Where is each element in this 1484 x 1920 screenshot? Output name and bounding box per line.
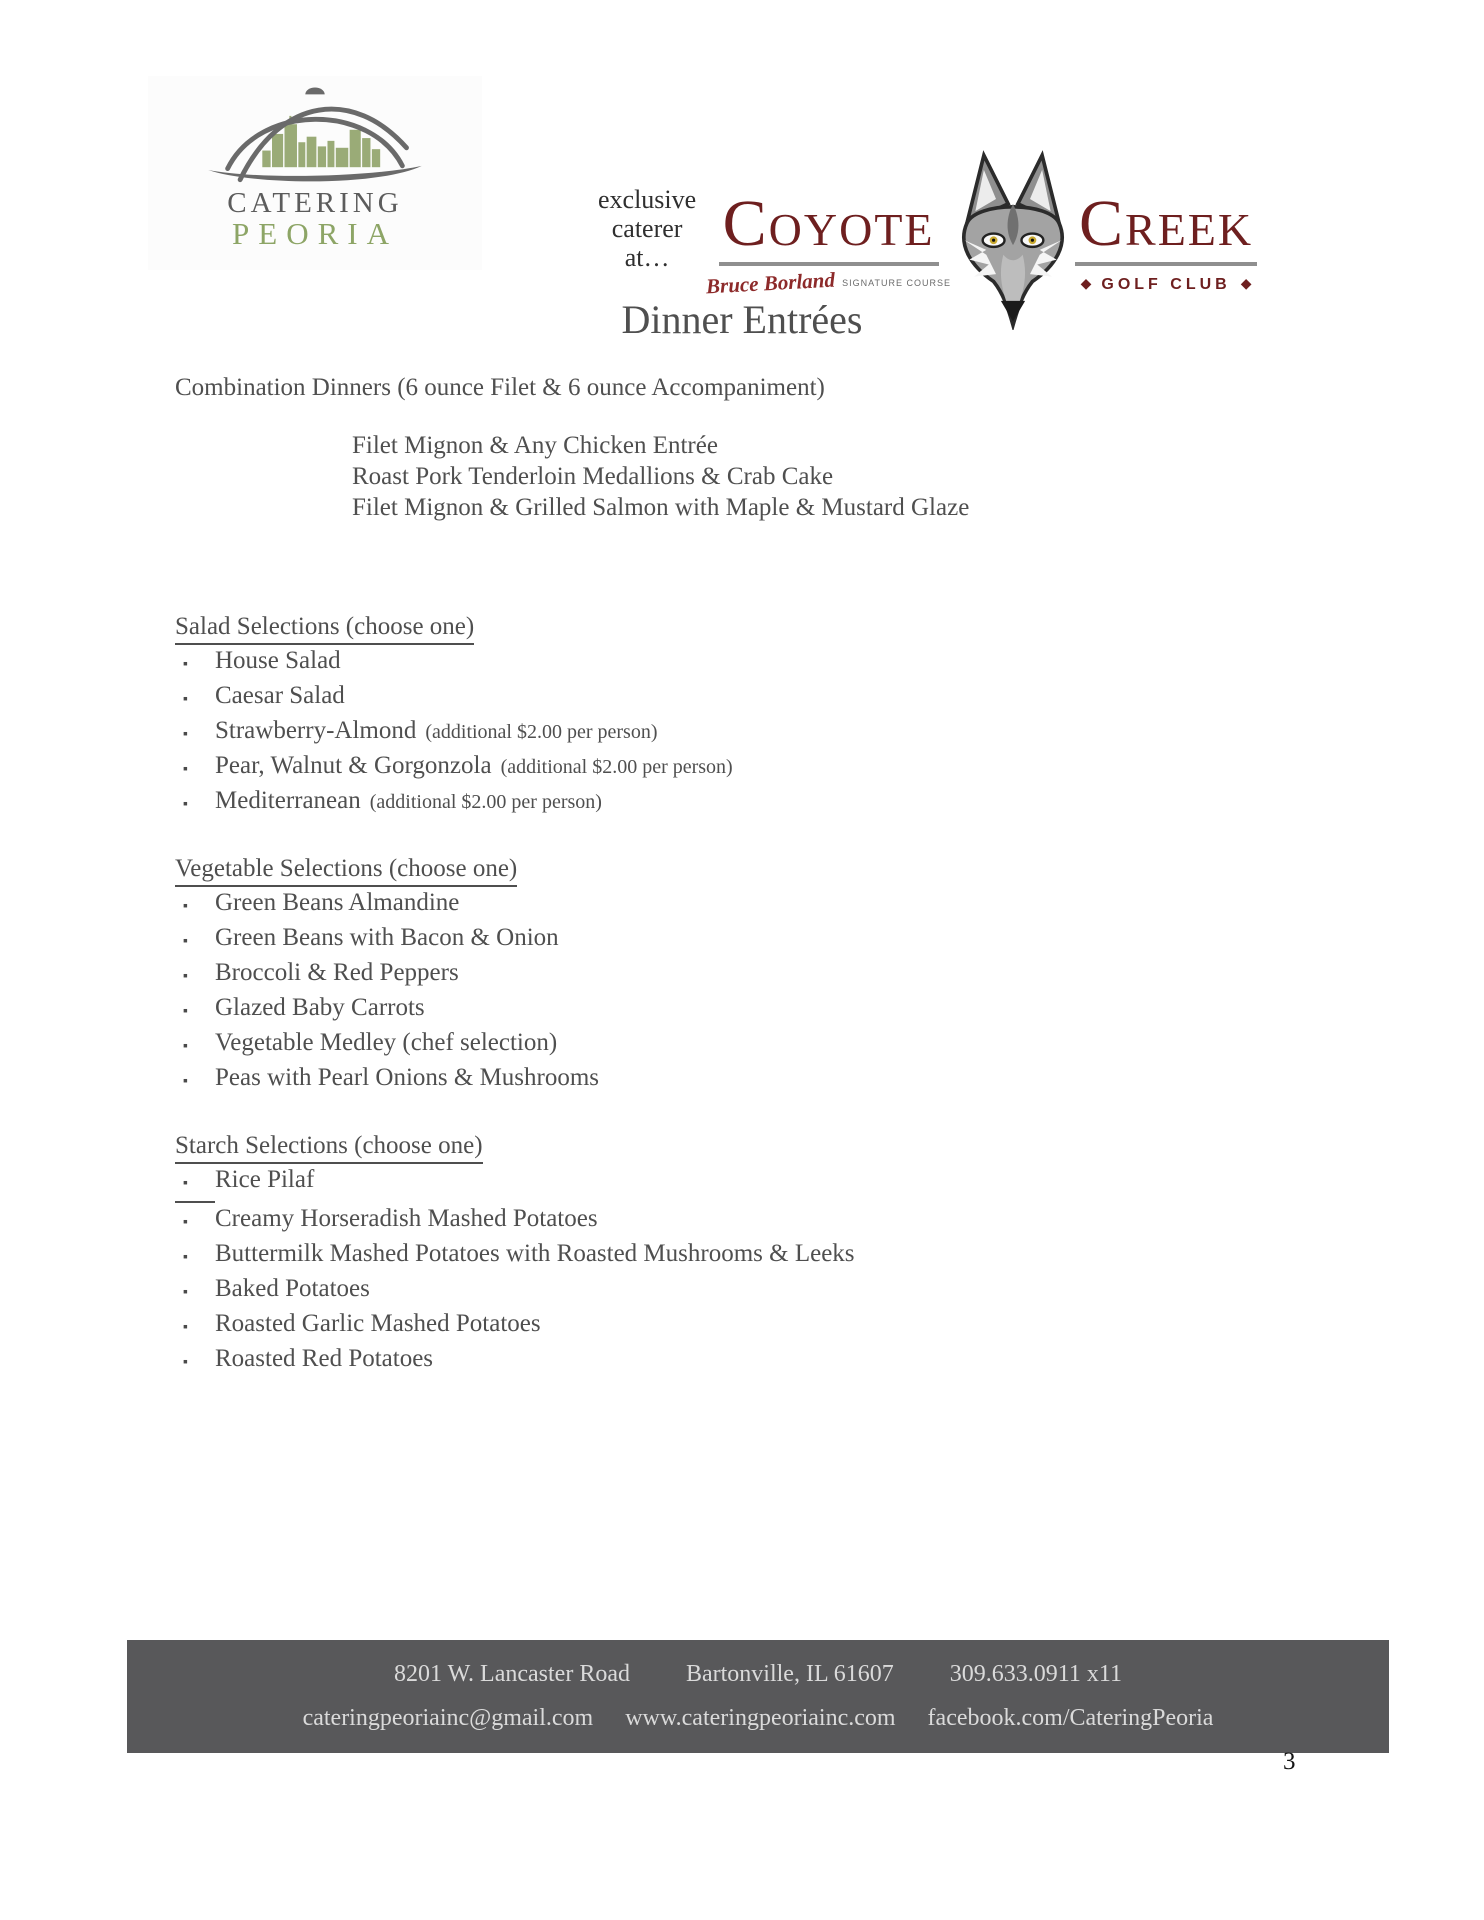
- coyote-wordmark-block: [705, 187, 951, 298]
- footer-email: cateringpeoriainc@gmail.com: [302, 1705, 594, 1731]
- vegetable-heading: Vegetable Selections (choose one): [175, 853, 1355, 887]
- bullet-icon: ▪: [183, 934, 188, 949]
- bullet-icon: ▪: [183, 1215, 188, 1230]
- menu-item-label: Glazed Baby Carrots: [215, 994, 425, 1021]
- menu-item-note: (additional $2.00 per person): [369, 791, 602, 813]
- menu-item-label: Mediterranean: [215, 787, 361, 814]
- salad-list: [175, 645, 1355, 820]
- bullet-icon: ▪: [183, 1320, 188, 1335]
- page-number: 3: [1283, 1748, 1296, 1775]
- menu-item: [175, 1238, 1355, 1273]
- catering-wordmark: CATERING: [227, 187, 403, 219]
- menu-item: [175, 992, 1355, 1027]
- creek-wordmark: CREEK: [1075, 191, 1257, 266]
- coyote-head-icon: [939, 148, 1087, 330]
- menu-content: [175, 372, 1355, 1378]
- menu-item-label: Green Beans with Bacon & Onion: [215, 924, 559, 951]
- menu-item-label: Roasted Red Potatoes: [215, 1345, 434, 1372]
- combination-dinners-list: [352, 430, 1355, 523]
- menu-item: [175, 922, 1355, 957]
- menu-item: [175, 1062, 1355, 1097]
- menu-item-label: Pear, Walnut & Gorgonzola: [215, 752, 492, 779]
- peoria-wordmark: PEORIA: [232, 216, 398, 252]
- menu-item-label: Broccoli & Red Peppers: [215, 959, 459, 986]
- menu-item-label: Rice Pilaf: [215, 1166, 315, 1193]
- bullet-icon: ▪: [183, 1250, 188, 1265]
- menu-item-label: Baked Potatoes: [215, 1275, 370, 1302]
- combination-dinners-heading: Combination Dinners (6 ounce Filet & 6 ounce Accompaniment): [175, 374, 825, 401]
- menu-item: [175, 1308, 1355, 1343]
- cloche-skyline-icon: [165, 84, 465, 188]
- footer-contact-row: [127, 1661, 1389, 1688]
- menu-item: [175, 785, 1355, 820]
- menu-item: [175, 1027, 1355, 1062]
- bullet-icon: ▪: [183, 1039, 188, 1054]
- caterer-line: caterer: [611, 214, 683, 243]
- bullet-icon: ▪: [183, 1355, 188, 1370]
- vegetable-list: [175, 887, 1355, 1097]
- menu-item: [175, 887, 1355, 922]
- menu-item: [175, 957, 1355, 992]
- menu-item-label: Roasted Garlic Mashed Potatoes: [215, 1310, 541, 1337]
- bullet-icon: ▪: [183, 1004, 188, 1019]
- menu-item: [175, 645, 1355, 680]
- menu-item-label: Caesar Salad: [215, 682, 345, 709]
- menu-item: Roast Pork Tenderloin Medallions & Crab Cake: [352, 463, 834, 490]
- menu-item-label: Strawberry-Almond: [215, 717, 417, 744]
- salad-heading: Salad Selections (choose one): [175, 611, 1355, 645]
- menu-item: Filet Mignon & Grilled Salmon with Maple & Mustard Glaze: [352, 494, 970, 521]
- menu-item-label: Buttermilk Mashed Potatoes with Roasted Mushrooms & Leeks: [215, 1240, 855, 1267]
- catering-peoria-logo: [148, 76, 482, 270]
- footer-links-row: [127, 1705, 1389, 1732]
- bullet-icon: ▪: [183, 899, 188, 914]
- golf-club-label: GOLF CLUB: [1101, 275, 1231, 293]
- menu-item: [175, 680, 1355, 715]
- menu-item-label: Vegetable Medley (chef selection): [215, 1029, 558, 1056]
- footer-city: Bartonville, IL 61607: [685, 1661, 894, 1687]
- menu-item-label: Creamy Horseradish Mashed Potatoes: [215, 1205, 598, 1232]
- footer-address: 8201 W. Lancaster Road: [394, 1661, 630, 1687]
- menu-item-note: (additional $2.00 per person): [500, 756, 733, 778]
- footer-facebook: facebook.com/CateringPeoria: [927, 1705, 1214, 1731]
- at-line: at…: [624, 243, 670, 272]
- diamond-icon: ◆: [1080, 276, 1092, 292]
- menu-item-label: Green Beans Almandine: [215, 889, 460, 916]
- menu-item: [175, 1164, 1355, 1203]
- footer-band: [127, 1640, 1389, 1753]
- bullet-icon: ▪: [183, 657, 188, 672]
- menu-item-note: (additional $2.00 per person): [425, 721, 658, 743]
- menu-item: [175, 715, 1355, 750]
- bullet-icon: ▪: [183, 797, 188, 812]
- starch-section: [175, 1130, 1355, 1378]
- bullet-icon: ▪: [183, 692, 188, 707]
- page-title: Dinner Entrées: [621, 297, 863, 342]
- menu-item: Filet Mignon & Any Chicken Entrée: [352, 432, 718, 459]
- vegetable-section: [175, 853, 1355, 1097]
- coyote-creek-logo: [598, 106, 1257, 296]
- starch-list: [175, 1164, 1355, 1378]
- bullet-icon: ▪: [183, 1285, 188, 1300]
- bullet-icon: ▪: [183, 1074, 188, 1089]
- footer-phone: 309.633.0911 x11: [949, 1661, 1122, 1687]
- coyote-wordmark: COYOTE: [719, 191, 939, 266]
- creek-wordmark-block: [1075, 187, 1257, 296]
- menu-item: [175, 1343, 1355, 1378]
- diamond-icon: ◆: [1240, 276, 1252, 292]
- exclusive-line: exclusive: [598, 185, 697, 214]
- bullet-icon: ▪: [183, 969, 188, 984]
- exclusive-caterer-text: [598, 185, 696, 272]
- bullet-icon: ▪: [183, 727, 188, 742]
- menu-item: [175, 1203, 1355, 1238]
- menu-item: [175, 750, 1355, 785]
- signature-course-label: SIGNATURE COURSE: [842, 278, 951, 288]
- signature-text: Bruce Borland: [705, 267, 836, 298]
- bullet-icon: ▪: [175, 1168, 215, 1203]
- salad-section: [175, 611, 1355, 820]
- menu-item-label: Peas with Pearl Onions & Mushrooms: [215, 1064, 600, 1091]
- menu-item-label: House Salad: [215, 647, 341, 674]
- menu-item: [175, 1273, 1355, 1308]
- footer-website: www.cateringpeoriainc.com: [625, 1705, 896, 1731]
- starch-heading: Starch Selections (choose one): [175, 1130, 1355, 1164]
- bullet-icon: ▪: [183, 762, 188, 777]
